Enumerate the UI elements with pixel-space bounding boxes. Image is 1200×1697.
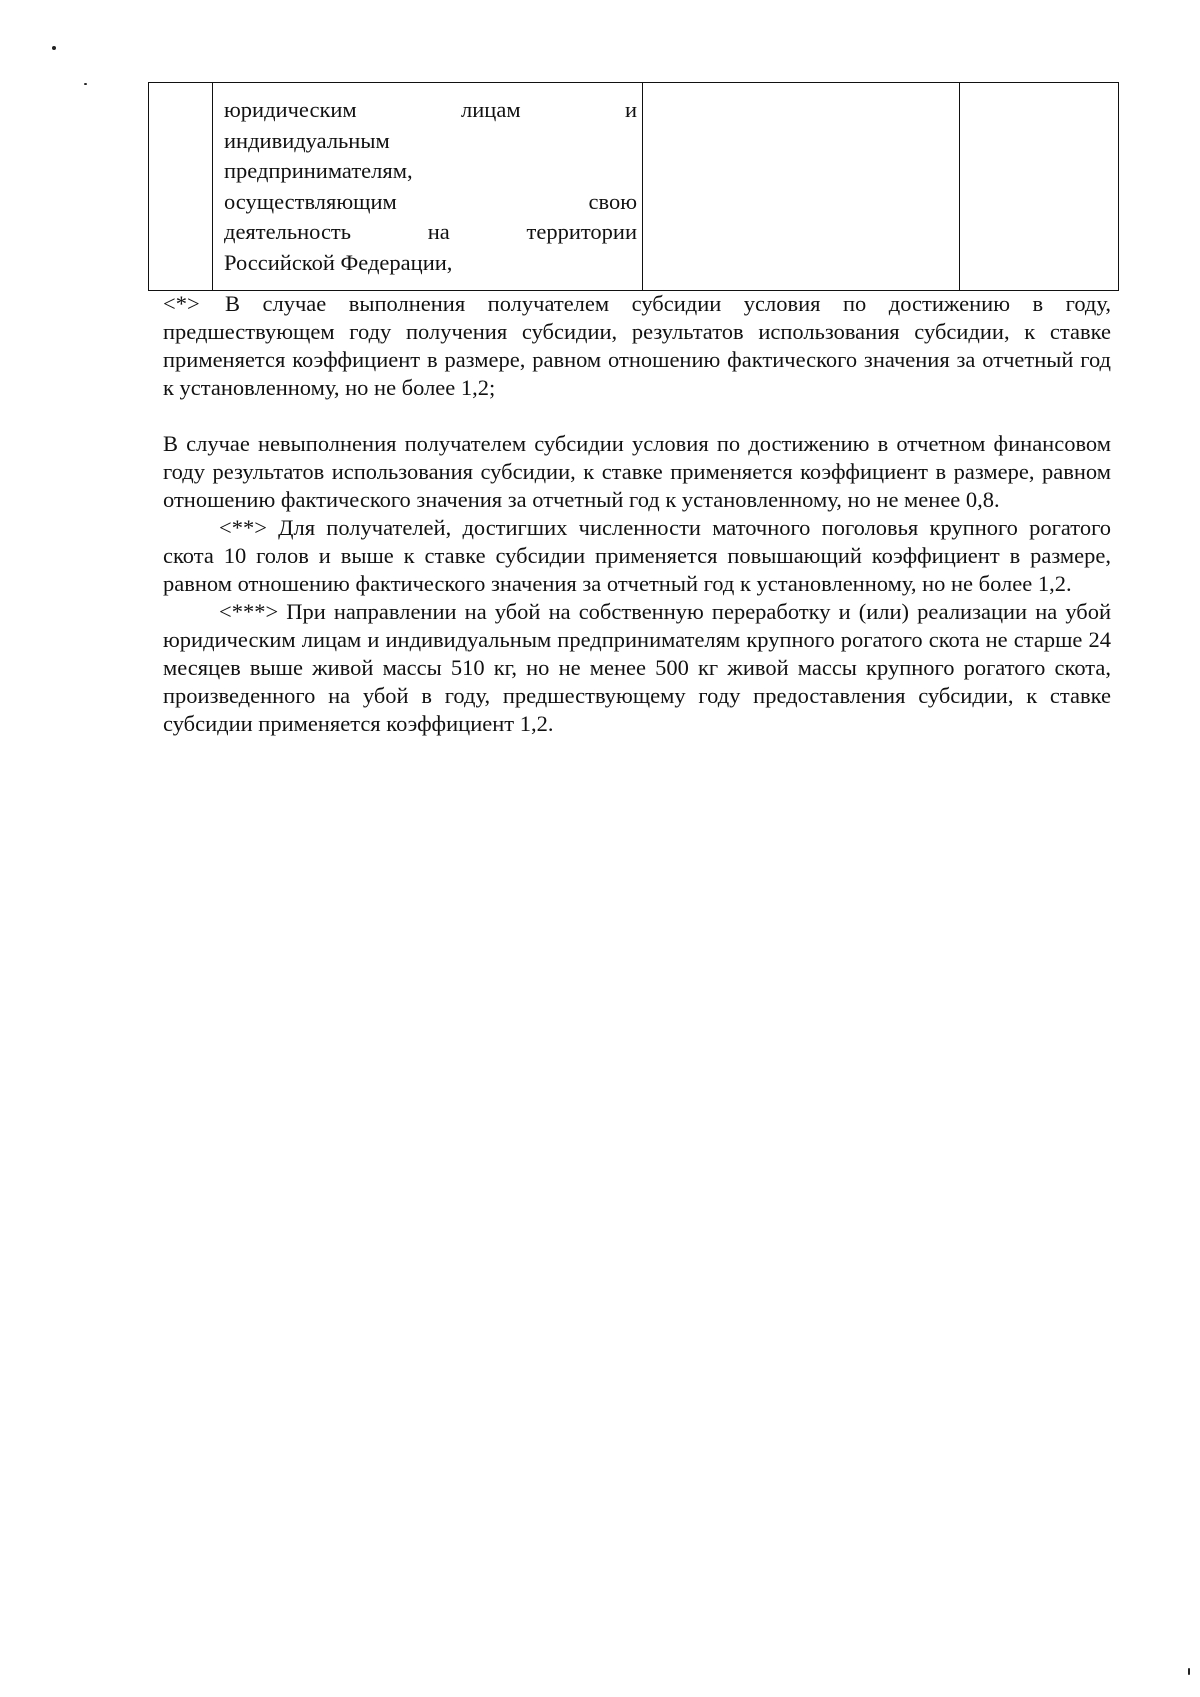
footnote-1-continued: [163, 430, 1111, 514]
word: юридическим: [224, 97, 357, 122]
cell-text: [213, 83, 642, 278]
table-cell-extra: [960, 83, 1119, 291]
footnote-1: [163, 290, 1111, 402]
cell-line: [224, 95, 637, 126]
footnote-3: [163, 598, 1111, 738]
scan-speck: [1188, 1668, 1190, 1675]
table-row: [149, 83, 1119, 291]
word: индивидуальным: [224, 127, 390, 153]
footnote-marker: <*>: [163, 291, 200, 316]
cell-line: [224, 217, 637, 248]
footnotes: [163, 290, 1111, 738]
cell-line: [224, 126, 637, 157]
footnote-text: При направлении на убой на собственную переработку и (или) реализации на убой юридическим лицам и индивидуальным предпринимателям крупного рогатого скота не старше 24 месяцев выше живой массы 510 кг, но не менее 500 кг живой массы крупного рогатого скота, произведенного на убой в году, предшествующему году предоставления субсидии, к ставке субсидии применяется коэффициент 1,2.: [163, 599, 1112, 736]
cell-line: [224, 248, 637, 279]
footnote-marker: <**>: [219, 515, 267, 540]
word: лицам: [461, 97, 521, 122]
footnote-text: Для получателей, достигших численности маточного поголовья крупного рогатого скота 10 голов и выше к ставке субсидии применяется повышающий коэффициент в размере, равном отношению фактического значения за отчетный год к установленному, но не более 1,2.: [163, 515, 1111, 596]
footnote-text: В случае выполнения получателем субсидии условия по достижению в году, предшествующем году получения субсидии, результатов использования субсидии, к ставке применяется коэффициент в размере, равном отношению фактического значения за отчетный год к установленному, но не более 1,2;: [163, 291, 1111, 400]
cell-line: [224, 187, 637, 218]
cell-line: [224, 156, 637, 187]
scan-speck: [52, 46, 56, 50]
word: деятельность: [224, 219, 352, 244]
table-cell-number: [149, 83, 213, 291]
table-cell-description: [213, 83, 643, 291]
word: территории: [526, 219, 637, 244]
footnote-marker: <***>: [219, 599, 279, 624]
footnote-text: В случае невыполнения получателем субсидии условия по достижению в отчетном финансовом году результатов использования субсидии, к ставке применяется коэффициент в размере, равном отношению фактического значения за отчетный год к установленному, но не менее 0,8.: [163, 431, 1111, 512]
word: на: [427, 219, 450, 244]
table-cell-rate: [643, 83, 960, 291]
word: Российской Федерации,: [224, 249, 453, 275]
word: и: [624, 97, 637, 122]
footnote-2: [163, 514, 1111, 598]
word: свою: [588, 188, 637, 214]
word: осуществляющим: [224, 188, 397, 214]
scan-speck: [84, 83, 87, 85]
word: предпринимателям,: [224, 158, 413, 183]
recipients-table: [148, 82, 1119, 291]
